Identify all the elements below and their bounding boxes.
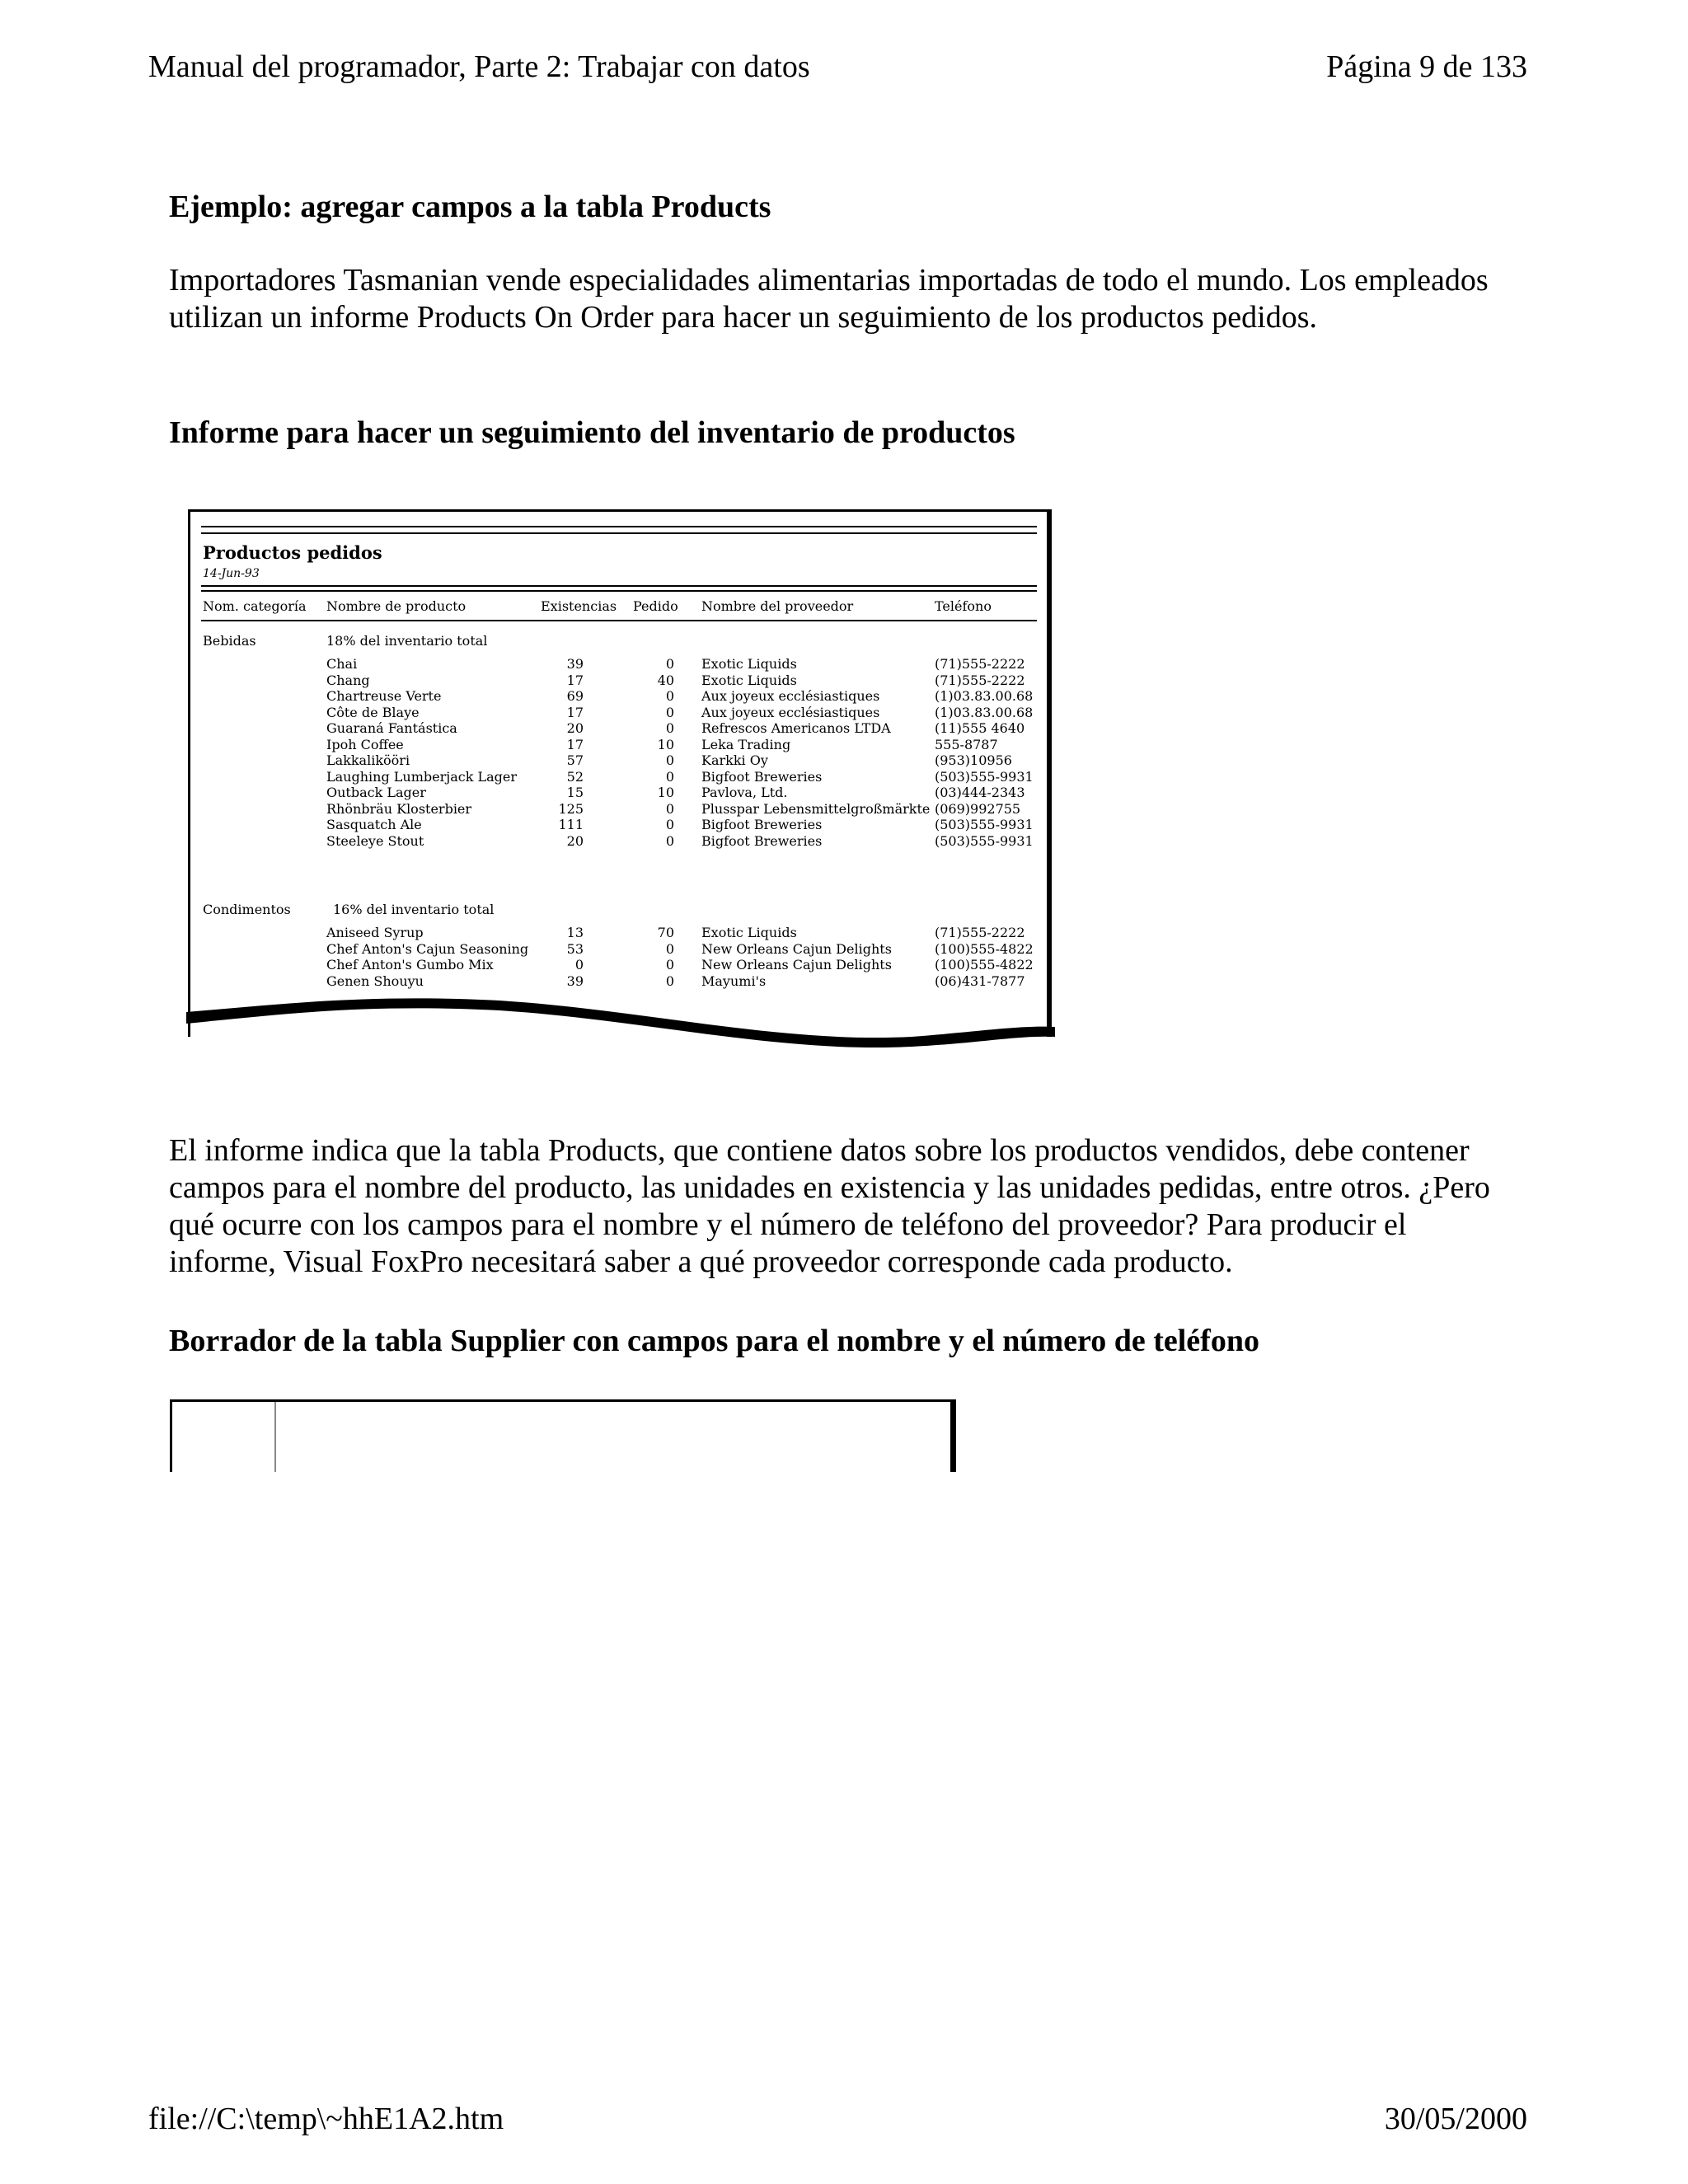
report-rule bbox=[201, 585, 1037, 587]
report-category: Condimentos bbox=[203, 902, 291, 917]
report-cell-phone: (100)555-4822 bbox=[935, 957, 1034, 972]
report-cell-product: Rhönbräu Klosterbier bbox=[326, 800, 472, 817]
report-cell-ordered: 0 bbox=[665, 768, 674, 785]
report-group-note: 16% del inventario total bbox=[333, 902, 495, 917]
report-cell-phone: (069)992755 bbox=[935, 800, 1021, 817]
report-cell-ordered: 0 bbox=[665, 832, 674, 849]
report-row bbox=[188, 752, 1055, 769]
report-cell-supplier: New Orleans Cajun Delights bbox=[701, 940, 892, 957]
report-cell-supplier: Bigfoot Breweries bbox=[701, 768, 823, 785]
report-cell-stock: 20 bbox=[566, 720, 584, 736]
footer-date: 30/05/2000 bbox=[1384, 2102, 1527, 2136]
section-heading-supplier: Borrador de la tabla Supplier con campos para el nombre y el número de teléfono bbox=[169, 1324, 1259, 1358]
report-cell-ordered: 0 bbox=[665, 957, 674, 972]
report-group-note: 18% del inventario total bbox=[326, 633, 488, 649]
report-title: Productos pedidos bbox=[203, 542, 382, 563]
report-cell-ordered: 0 bbox=[665, 688, 674, 704]
report-rule bbox=[201, 620, 1037, 621]
report-cell-product: Outback Lager bbox=[326, 785, 426, 800]
report-cell-stock: 17 bbox=[566, 704, 584, 720]
report-cell-ordered: 0 bbox=[665, 817, 674, 832]
report-cell-stock: 39 bbox=[566, 656, 584, 672]
section-supplier bbox=[169, 1322, 1521, 1360]
report-group-header bbox=[188, 633, 1055, 649]
report-cell-product: Lakkalikööri bbox=[326, 752, 410, 768]
report-cell-stock: 17 bbox=[566, 672, 584, 688]
report-cell-ordered: 40 bbox=[657, 672, 674, 688]
report-cell-phone: (71)555-2222 bbox=[935, 925, 1025, 940]
report-cell-product: Aniseed Syrup bbox=[326, 925, 424, 940]
report-cell-phone: (953)10956 bbox=[935, 752, 1012, 768]
report-row bbox=[188, 973, 1055, 990]
report-row bbox=[188, 720, 1055, 737]
report-cell-supplier: Exotic Liquids bbox=[701, 656, 797, 672]
report-cell-supplier: Plusspar Lebensmittelgroßmärkte bbox=[701, 800, 931, 817]
report-cell-product: Chai bbox=[326, 656, 358, 672]
col-header-supplier: Nombre del proveedor bbox=[701, 598, 854, 614]
report-row bbox=[188, 688, 1055, 705]
report-cell-ordered: 70 bbox=[657, 925, 674, 940]
report-cell-stock: 17 bbox=[566, 736, 584, 752]
report-rule bbox=[201, 532, 1037, 534]
col-header-phone: Teléfono bbox=[935, 598, 992, 614]
col-header-product: Nombre de producto bbox=[326, 598, 467, 614]
report-row bbox=[188, 941, 1055, 958]
report-cell-stock: 125 bbox=[558, 800, 584, 817]
report-cell-phone: (1)03.83.00.68 bbox=[935, 688, 1034, 704]
report-cell-phone: (03)444-2343 bbox=[935, 785, 1025, 800]
report-row bbox=[188, 817, 1055, 833]
report-cell-ordered: 0 bbox=[665, 752, 674, 768]
section-heading-example: Ejemplo: agregar campos a la tabla Products bbox=[169, 190, 771, 224]
report-cell-ordered: 0 bbox=[665, 656, 674, 672]
report-cell-phone: (1)03.83.00.68 bbox=[935, 704, 1034, 720]
report-cell-supplier: Exotic Liquids bbox=[701, 672, 797, 688]
report-cell-phone: (503)555-9931 bbox=[935, 817, 1034, 832]
report-cell-supplier: Refrescos Americanos LTDA bbox=[701, 720, 891, 736]
report-row bbox=[188, 737, 1055, 753]
report-cell-product: Chef Anton's Gumbo Mix bbox=[326, 957, 494, 972]
report-row bbox=[188, 673, 1055, 689]
report-row bbox=[188, 925, 1055, 941]
report-cell-ordered: 0 bbox=[665, 972, 674, 989]
report-cell-stock: 20 bbox=[566, 832, 584, 849]
report-cell-supplier: Bigfoot Breweries bbox=[701, 817, 823, 832]
section-heading-report: Informe para hacer un seguimiento del inventario de productos bbox=[169, 415, 1015, 450]
report-cell-product: Chartreuse Verte bbox=[326, 688, 442, 704]
page-header bbox=[148, 48, 1527, 86]
report-cell-supplier: Aux joyeux ecclésiastiques bbox=[701, 704, 880, 720]
report-cell-supplier: New Orleans Cajun Delights bbox=[701, 957, 892, 972]
report-row bbox=[188, 833, 1055, 850]
report-rule bbox=[201, 590, 1037, 592]
report-cell-ordered: 0 bbox=[665, 704, 674, 720]
report-row bbox=[188, 656, 1055, 673]
report-cell-supplier: Exotic Liquids bbox=[701, 925, 797, 940]
torn-edge-wave bbox=[186, 996, 1057, 1048]
report-row bbox=[188, 785, 1055, 801]
intro-paragraph: Importadores Tasmanian vende especialidades alimentarias importadas de todo el mundo. Los empleados utilizan un informe Products On Order para hacer un seguimiento de los productos pedidos. bbox=[169, 263, 1489, 335]
report-cell-ordered: 10 bbox=[657, 736, 674, 752]
report-cell-supplier: Leka Trading bbox=[701, 736, 791, 752]
report-cell-stock: 69 bbox=[566, 688, 584, 704]
report-date: 14-Jun-93 bbox=[203, 567, 260, 580]
report-cell-stock: 111 bbox=[558, 817, 584, 832]
col-header-stock: Existencias bbox=[541, 598, 617, 614]
supplier-table-draft bbox=[170, 1399, 956, 1472]
report-cell-phone: (06)431-7877 bbox=[935, 972, 1025, 989]
report-row bbox=[188, 705, 1055, 721]
report-cell-stock: 15 bbox=[566, 785, 584, 800]
table-column-divider bbox=[274, 1402, 276, 1472]
report-cell-supplier: Karkki Oy bbox=[701, 752, 768, 768]
report-cell-supplier: Bigfoot Breweries bbox=[701, 832, 823, 849]
section-report bbox=[169, 414, 1521, 452]
explanation-paragraph-block bbox=[169, 1132, 1521, 1281]
explanation-paragraph: El informe indica que la tabla Products, que contiene datos sobre los productos vendidos, debe contener campos para el nombre del producto, las unidades en existencia y las unidades pedidas, entre otros. ¿Pero qué ocurre con los campos para el nombre y el número de teléfono del proveedor? Para producir el informe, Visual FoxPro necesitará saber a qué proveedor corresponde cada producto. bbox=[169, 1133, 1490, 1279]
section-example bbox=[169, 188, 1521, 226]
report-cell-phone: (503)555-9931 bbox=[935, 832, 1034, 849]
report-cell-product: Sasquatch Ale bbox=[326, 817, 422, 832]
header-page-number: Página 9 de 133 bbox=[1326, 49, 1527, 84]
col-header-category: Nom. categoría bbox=[203, 598, 307, 614]
report-category: Bebidas bbox=[203, 633, 256, 649]
report-cell-product: Chang bbox=[326, 672, 370, 688]
report-cell-product: Genen Shouyu bbox=[326, 972, 424, 989]
report-cell-phone: (71)555-2222 bbox=[935, 672, 1025, 688]
report-cell-ordered: 0 bbox=[665, 720, 674, 736]
report-cell-stock: 0 bbox=[574, 957, 584, 972]
report-cell-phone: (11)555 4640 bbox=[935, 720, 1025, 736]
report-cell-phone: (71)555-2222 bbox=[935, 656, 1025, 672]
report-cell-ordered: 10 bbox=[657, 785, 674, 800]
intro-paragraph-block bbox=[169, 262, 1521, 336]
report-cell-stock: 53 bbox=[566, 940, 584, 957]
report-row bbox=[188, 957, 1055, 973]
report-cell-phone: (503)555-9931 bbox=[935, 768, 1034, 785]
report-cell-phone: (100)555-4822 bbox=[935, 940, 1034, 957]
report-cell-stock: 52 bbox=[566, 768, 584, 785]
report-cell-stock: 57 bbox=[566, 752, 584, 768]
report-cell-product: Ipoh Coffee bbox=[326, 736, 404, 752]
report-row bbox=[188, 801, 1055, 818]
report-cell-ordered: 0 bbox=[665, 940, 674, 957]
report-cell-supplier: Mayumi's bbox=[701, 972, 767, 989]
footer-file-path: file://C:\temp\~hhE1A2.htm bbox=[148, 2102, 504, 2136]
report-row bbox=[188, 769, 1055, 785]
report-cell-product: Guaraná Fantástica bbox=[326, 720, 457, 736]
page-footer bbox=[148, 2100, 1527, 2138]
report-rule bbox=[201, 526, 1037, 527]
report-cell-supplier: Aux joyeux ecclésiastiques bbox=[701, 688, 880, 704]
report-cell-product: Steeleye Stout bbox=[326, 832, 424, 849]
report-cell-product: Côte de Blaye bbox=[326, 704, 420, 720]
report-cell-supplier: Pavlova, Ltd. bbox=[701, 785, 788, 800]
report-cell-phone: 555-8787 bbox=[935, 736, 998, 752]
col-header-ordered: Pedido bbox=[633, 598, 678, 614]
report-cell-stock: 39 bbox=[566, 972, 584, 989]
report-cell-product: Laughing Lumberjack Lager bbox=[326, 768, 517, 785]
report-cell-product: Chef Anton's Cajun Seasoning bbox=[326, 940, 529, 957]
report-group-header bbox=[188, 902, 1055, 918]
report-cell-stock: 13 bbox=[566, 925, 584, 940]
header-title: Manual del programador, Parte 2: Trabajar con datos bbox=[148, 49, 810, 84]
report-cell-ordered: 0 bbox=[665, 800, 674, 817]
report-figure bbox=[188, 509, 1055, 1047]
